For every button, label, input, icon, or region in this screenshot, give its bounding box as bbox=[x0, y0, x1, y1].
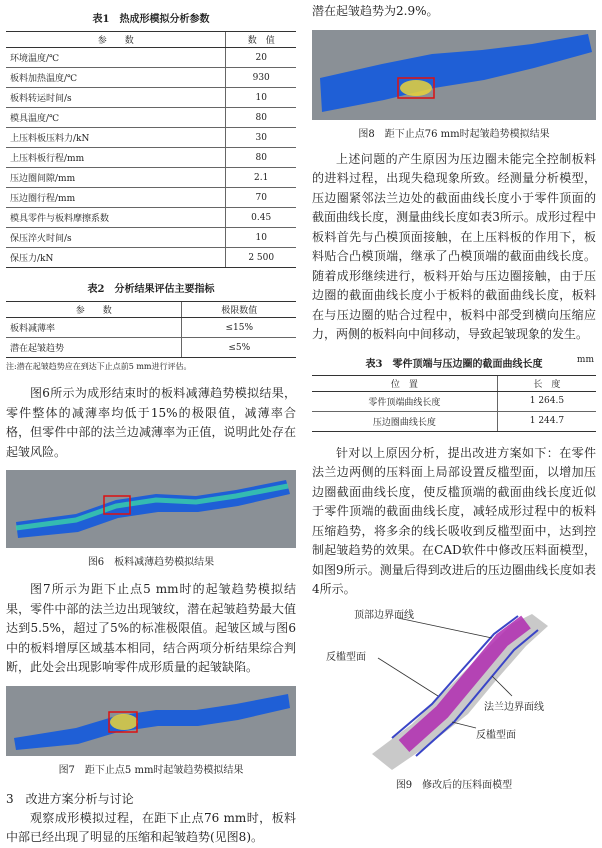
table-cell: 零件顶端曲线长度 bbox=[312, 391, 497, 411]
table-row bbox=[6, 68, 296, 88]
paragraph-fig7-intro: 图7所示为距下止点5 mm时的起皱趋势模拟结果，零件中部的法兰边出现皱纹，潜在起皱趋势最大值达到5.5%，超过了5%的标准极限值。起皱区域与图6中的板料增厚区域基本相同，结合两项分析结果综合判断，此处会出现影响零件成形质量的起皱缺陷。 bbox=[6, 582, 296, 674]
table2-header-value: 极限数值 bbox=[182, 302, 296, 318]
fig9-leader-top bbox=[398, 618, 492, 638]
table1-caption: 表1 热成形模拟分析参数 bbox=[92, 14, 210, 25]
table-cell: 20 bbox=[226, 48, 296, 68]
paragraph-improvement: 针对以上原因分析，提出改进方案如下：在零件法兰边两侧的压料面上局部设置反槛型面，以增加压边圈截面曲线长度，使反槛顶端的截面曲线长度近似于零件顶端的截面曲线长度，减轻成形过程中的板料压缩趋势，将多余的线长吸收到反槛型面中，达到控制起皱趋势的效果。在CAD软件中修改压料面模型，如图9所示。测量后得到改进后的压边圈曲线长度如表4所示。 bbox=[312, 445, 596, 596]
table-cell: 板料加热温度/℃ bbox=[6, 68, 226, 88]
table-cell: 板料减薄率 bbox=[6, 318, 182, 338]
table-row bbox=[6, 88, 296, 108]
fig9-caption: 图9 修改后的压料面模型 bbox=[395, 779, 513, 791]
table-cell: 1 264.5 bbox=[497, 391, 596, 411]
table-cell: 80 bbox=[226, 108, 296, 128]
table-row bbox=[6, 208, 296, 228]
paragraph-fig6-intro: 图6所示为成形结束时的板料减薄趋势模拟结果，零件整体的减薄率均低于15%的极限值，减薄率合格，但零件中部的法兰边减薄率为正值，说明此处存在起皱风险。 bbox=[6, 386, 296, 459]
table-cell: 压边圈行程/mm bbox=[6, 188, 226, 208]
table-row bbox=[6, 318, 296, 338]
table-row bbox=[312, 391, 596, 411]
table-cell: 压边圈曲线长度 bbox=[312, 411, 497, 431]
table-cell: 2 500 bbox=[226, 248, 296, 268]
table-row bbox=[6, 108, 296, 128]
table-row bbox=[6, 248, 296, 268]
table-cell: 30 bbox=[226, 128, 296, 148]
table-row bbox=[6, 48, 296, 68]
fig7-wrinkle-image bbox=[6, 686, 296, 756]
fig8-caption: 图8 距下止点76 mm时起皱趋势模拟结果 bbox=[358, 128, 550, 140]
right-column bbox=[312, 0, 596, 791]
fig9-leader-bottom bbox=[452, 722, 476, 728]
fig9-model bbox=[312, 604, 596, 774]
table-cell: 1 244.7 bbox=[497, 411, 596, 431]
fig9-label-top-boundary: 顶部边界面线 bbox=[354, 609, 414, 621]
table-cell: 保压力/kN bbox=[6, 248, 226, 268]
fig8-wrinkle-image bbox=[312, 30, 596, 120]
table-row bbox=[312, 411, 596, 431]
table-cell: 上压料板压料力/kN bbox=[6, 128, 226, 148]
table1-header-value: 数 值 bbox=[226, 32, 296, 48]
table-row bbox=[6, 168, 296, 188]
table-cell: 保压淬火时间/s bbox=[6, 228, 226, 248]
table-row bbox=[6, 228, 296, 248]
table-cell: 80 bbox=[226, 148, 296, 168]
table-cell: 10 bbox=[226, 88, 296, 108]
fig9-label-reverse-sill-left: 反槛型面 bbox=[326, 651, 366, 663]
fig9-leader-right bbox=[492, 676, 512, 696]
table1-header bbox=[6, 32, 296, 48]
table-cell: 10 bbox=[226, 228, 296, 248]
table-cell: 压边圈间隙/mm bbox=[6, 168, 226, 188]
fig7-wrinkle-spot bbox=[110, 714, 138, 730]
table3-caption: 表3 零件顶端与压边圈的截面曲线长度 bbox=[365, 358, 543, 370]
table-cell: 环境温度/℃ bbox=[6, 48, 226, 68]
table-cell: 模具零件与板料摩擦系数 bbox=[6, 208, 226, 228]
fig9-label-reverse-sill-bottom: 反槛型面 bbox=[476, 729, 516, 741]
table1-header-param: 参 数 bbox=[6, 32, 226, 48]
fig8-wrinkle-spot bbox=[400, 80, 432, 96]
fig6-caption: 图6 板料减薄趋势模拟结果 bbox=[87, 557, 215, 568]
table-cell: 模具温度/℃ bbox=[6, 108, 226, 128]
section-heading: 3 改进方案分析与讨论 bbox=[6, 791, 134, 806]
paragraph-section3: 观察成形模拟过程，在距下止点76 mm时，板料中部已经出现了明显的压缩和起皱趋势(见图8)。 bbox=[6, 810, 296, 844]
table2-note: 注:潜在起皱趋势应在到达下止点前5 mm进行评估。 bbox=[6, 362, 192, 371]
table-row bbox=[6, 188, 296, 208]
fig9-leader-left bbox=[378, 658, 438, 696]
table-cell: ≤5% bbox=[182, 338, 296, 358]
table2-header-param: 参 数 bbox=[6, 302, 182, 318]
left-column bbox=[6, 0, 296, 848]
table1 bbox=[6, 31, 296, 268]
fig6-thinning-image bbox=[6, 470, 296, 548]
table-cell: 70 bbox=[226, 188, 296, 208]
table3-caption-row bbox=[312, 355, 596, 370]
table-row bbox=[6, 148, 296, 168]
table3-header-position: 位 置 bbox=[312, 375, 497, 391]
paragraph-continuation: 潜在起皱趋势为2.9%。 bbox=[312, 4, 439, 18]
fig9-label-flange-boundary: 法兰边界面线 bbox=[484, 701, 544, 713]
table-cell: 板料转运时间/s bbox=[6, 88, 226, 108]
table3-unit: mm bbox=[576, 354, 594, 365]
table3-header bbox=[312, 375, 596, 391]
table-row bbox=[6, 338, 296, 358]
table-cell: 0.45 bbox=[226, 208, 296, 228]
table-cell: ≤15% bbox=[182, 318, 296, 338]
table2-header bbox=[6, 302, 296, 318]
table3 bbox=[312, 375, 596, 432]
table2 bbox=[6, 301, 296, 358]
paragraph-cause-analysis: 上述问题的产生原因为压边圈未能完全控制板料的进料过程，出现失稳现象所致。经测量分析模型，压边圈紧邻法兰边处的截面曲线长度小于零件顶面的截面曲线长度，测量曲线长度如表3所示。成形过程中板料首先与凸模顶面接触，在上压料板的作用下，板料贴合凸模顶端，继承了凸模顶端的截面曲线长度。随着成形继续进行，板料开始与压边圈接触，由于压边圈的截面曲线长度小于板料的截面曲线长度，板料在与压边圈的贴合过程中，板料中部受到横向压缩应力，两侧的板料向中间移动，导致起皱现象的发生。 bbox=[312, 151, 596, 341]
table-cell: 上压料板行程/mm bbox=[6, 148, 226, 168]
table3-header-length: 长 度 bbox=[497, 375, 596, 391]
table-cell: 2.1 bbox=[226, 168, 296, 188]
fig7-caption: 图7 距下止点5 mm时起皱趋势模拟结果 bbox=[58, 764, 244, 776]
table-cell: 930 bbox=[226, 68, 296, 88]
table-cell: 潜在起皱趋势 bbox=[6, 338, 182, 358]
fig9-model-image bbox=[312, 604, 596, 774]
table2-caption: 表2 分析结果评估主要指标 bbox=[87, 284, 215, 295]
table-row bbox=[6, 128, 296, 148]
